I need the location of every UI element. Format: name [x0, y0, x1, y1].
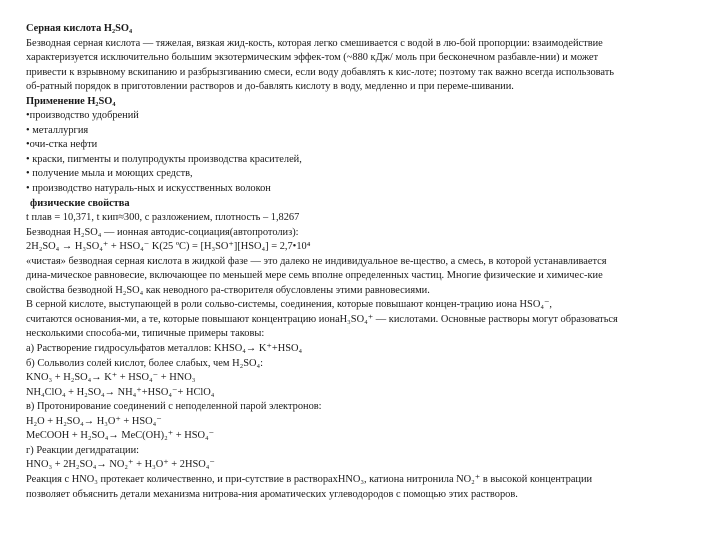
examples-list [26, 342, 698, 502]
intro-line: Безводная серная кислота — тяжелая, вязкая жид-кость, которая легко смешивается с водой в лю-бой пропорции: взаимодействие [26, 37, 603, 49]
usage-item: •производство удобрений [26, 110, 139, 122]
usage-item: • краски, пигменты и полупродукты производства красителей, [26, 153, 302, 165]
usage-heading: Применение H₂SO₄ [26, 95, 116, 107]
example-line: позволяет объяснить детали механизма нитрова-ния ароматических углеводородов с помощью этих растворов. [26, 488, 518, 500]
example-line: а) Растворение гидросульфатов металлов: KHSO₄→ K⁺+HSO₄ [26, 343, 303, 355]
example-line: H₂O + H₂SO₄→ H₃O⁺ + HSO₄⁻ [26, 415, 162, 427]
example-line: б) Сольволиз солей кислот, более слабых, чем H₂SO₄: [26, 357, 263, 369]
intro-paragraph [26, 37, 698, 95]
usage-item: •очи-стка нефти [26, 139, 98, 151]
physical-line: 2H₂SO₄ → H₃SO₄⁺ + HSO₄⁻ K(25 ºC) = [H₃SO⁺][HSO₄] = 2,7•10⁴ [26, 241, 311, 253]
example-line: HNO₃ + 2H₂SO₄→ NO₂⁺ + H₃O⁺ + 2HSO₄⁻ [26, 459, 215, 471]
physical-line: В серной кислоте, выступающей в роли сольво-системы, соединения, которые повышают концен-трацию иона HSO₄⁻, [26, 299, 553, 311]
document-title: Серная кислота H₂SO₄ [26, 23, 133, 34]
physical-line: считаются основания-ми, а те, которые повышают концентрацию ионаH₃SO₄⁺ — кислотами. Основные растворы могут образоваться [26, 313, 618, 325]
usage-list [26, 109, 698, 196]
example-line: в) Протонирование соединений с неподеленной парой электронов: [26, 401, 322, 413]
example-line: г) Реакции дегидратации: [26, 444, 140, 456]
example-line: NH₄ClO₄ + H₂SO₄→ NH₄⁺+HSO₄⁻+ HClO₄ [26, 386, 215, 398]
physical-line: несколькими способа-ми, типичные примеры таковы: [26, 328, 265, 340]
example-line: MeCOOH + H₂SO₄→ MeC(OH)₂⁺ + HSO₄⁻ [26, 430, 215, 442]
usage-item: • производство натураль-ных и искусственных волокон [26, 183, 271, 195]
physical-properties [26, 211, 698, 342]
usage-item: • получение мыла и моющих средств, [26, 168, 193, 180]
usage-item: • металлургия [26, 124, 89, 136]
physical-line: свойства безводной H₂SO₄ как неводного ра-створителя обусловлены этими равновесиями. [26, 284, 430, 296]
physical-line: «чистая» безводная серная кислота в жидкой фазе — это далеко не индивидуальное ве-щество, а смесь, в которой устанавливается [26, 255, 607, 267]
example-line: Реакция с HNO₃ протекает количественно, и при-сутствие в растворахHNO₃, катиона нитронила NO₂⁺ в высокой концентрации [26, 473, 593, 485]
physical-line: t плав = 10,371, t кип≈300, с разложением, плотность – 1,8267 [26, 212, 300, 224]
intro-line: привести к взрывному вскипанию и разбрызгиванию смеси, если воду добавлять к кис-лоте; поэтому так важно всегда использовать [26, 66, 615, 78]
intro-line: характеризуется исключительно большим экзотермическим эффек-том (~880 кДж/ моль при бесконечном разбавле-нии) и может [26, 52, 599, 64]
physical-line: Безводная H₂SO₄ — ионная автодис-социация(автопротолиз): [26, 226, 299, 238]
physical-line: дина-мическое равновесие, включающее по меньшей мере семь вполне определенных частиц. Многие физические и химичес-кие [26, 270, 603, 282]
example-line: KNO₃ + H₂SO₄→ K⁺ + HSO₄⁻ + HNO₃ [26, 372, 196, 384]
intro-line: об-ратный порядок в приготовлении растворов и до-бавлять кислоту в воду, медленно и при переме-шивании. [26, 81, 514, 93]
physical-heading: физические свойства [30, 197, 130, 209]
document-page [26, 22, 698, 502]
